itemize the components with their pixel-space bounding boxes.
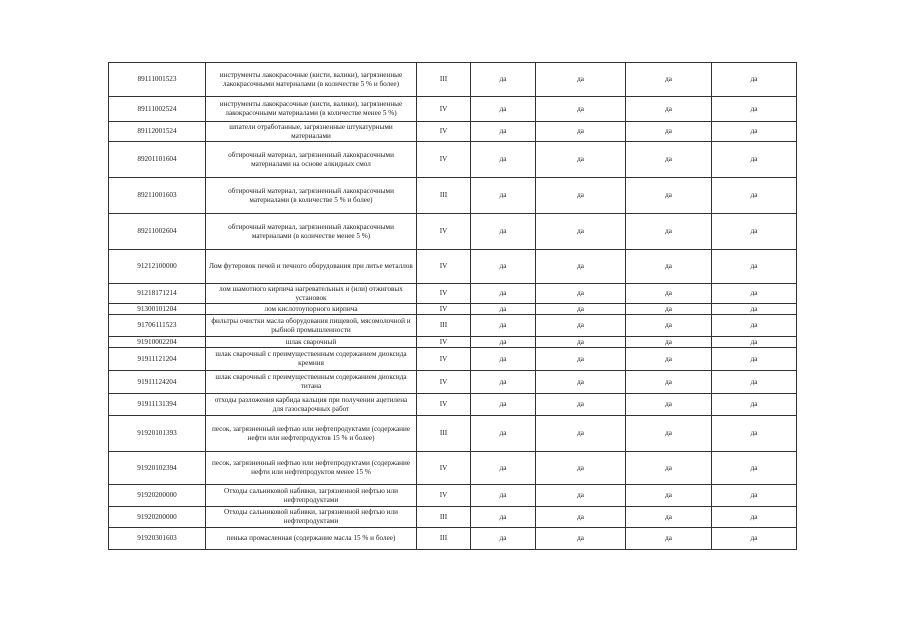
flag-cell-3: да bbox=[626, 416, 712, 452]
table-row bbox=[109, 97, 797, 122]
waste-code-cell: 91218171214 bbox=[109, 284, 206, 304]
hazard-class-cell: III bbox=[417, 178, 471, 214]
waste-code-cell: 91911124204 bbox=[109, 371, 206, 394]
flag-cell-3: да bbox=[626, 250, 712, 284]
flag-cell-1: да bbox=[471, 337, 536, 348]
flag-cell-1: да bbox=[471, 528, 536, 550]
flag-cell-1: да bbox=[471, 97, 536, 122]
hazard-class-cell: III bbox=[417, 63, 471, 97]
table-row bbox=[109, 315, 797, 337]
table-row bbox=[109, 394, 797, 416]
waste-code-cell: 89211001603 bbox=[109, 178, 206, 214]
hazard-class-cell: IV bbox=[417, 142, 471, 178]
flag-cell-4: да bbox=[712, 284, 797, 304]
flag-cell-3: да bbox=[626, 507, 712, 528]
waste-description-cell: Отходы сальниковой набивки, загрязненной нефтью или нефтепродуктами bbox=[206, 507, 417, 528]
hazard-class-cell: IV bbox=[417, 284, 471, 304]
flag-cell-4: да bbox=[712, 371, 797, 394]
flag-cell-3: да bbox=[626, 97, 712, 122]
flag-cell-1: да bbox=[471, 485, 536, 507]
hazard-class-cell: IV bbox=[417, 97, 471, 122]
flag-cell-3: да bbox=[626, 485, 712, 507]
flag-cell-1: да bbox=[471, 142, 536, 178]
table-row bbox=[109, 528, 797, 550]
flag-cell-3: да bbox=[626, 452, 712, 485]
waste-code-cell: 89112001524 bbox=[109, 122, 206, 142]
flag-cell-1: да bbox=[471, 214, 536, 250]
hazard-class-cell: III bbox=[417, 507, 471, 528]
flag-cell-2: да bbox=[536, 315, 626, 337]
flag-cell-4: да bbox=[712, 142, 797, 178]
table-row bbox=[109, 122, 797, 142]
flag-cell-2: да bbox=[536, 284, 626, 304]
waste-description-cell: шлак сварочный с преимущественным содержанием диоксида титана bbox=[206, 371, 417, 394]
flag-cell-3: да bbox=[626, 142, 712, 178]
waste-description-cell: инструменты лакокрасочные (кисти, валики), загрязненные лакокрасочными материалами (в количестве менее 5 %) bbox=[206, 97, 417, 122]
waste-code-cell: 91706111523 bbox=[109, 315, 206, 337]
table-row bbox=[109, 337, 797, 348]
flag-cell-3: да bbox=[626, 214, 712, 250]
waste-code-cell: 91911131394 bbox=[109, 394, 206, 416]
waste-code-cell: 89111002524 bbox=[109, 97, 206, 122]
flag-cell-4: да bbox=[712, 507, 797, 528]
hazard-class-cell: III bbox=[417, 315, 471, 337]
flag-cell-3: да bbox=[626, 348, 712, 371]
flag-cell-4: да bbox=[712, 315, 797, 337]
flag-cell-4: да bbox=[712, 337, 797, 348]
hazard-class-cell: III bbox=[417, 416, 471, 452]
waste-code-cell: 91920301603 bbox=[109, 528, 206, 550]
waste-table bbox=[108, 62, 797, 550]
flag-cell-2: да bbox=[536, 142, 626, 178]
waste-code-cell: 89111001523 bbox=[109, 63, 206, 97]
flag-cell-2: да bbox=[536, 452, 626, 485]
flag-cell-1: да bbox=[471, 284, 536, 304]
waste-description-cell: инструменты лакокрасочные (кисти, валики), загрязненные лакокрасочными материалами (в количестве 5 % и более) bbox=[206, 63, 417, 97]
hazard-class-cell: IV bbox=[417, 348, 471, 371]
flag-cell-4: да bbox=[712, 394, 797, 416]
flag-cell-4: да bbox=[712, 416, 797, 452]
table-row bbox=[109, 348, 797, 371]
waste-description-cell: шлак сварочный с преимущественным содержанием диоксида кремния bbox=[206, 348, 417, 371]
waste-description-cell: фильтры очистки масла оборудования пищевой, мясомолочной и рыбной промышленности bbox=[206, 315, 417, 337]
hazard-class-cell: III bbox=[417, 528, 471, 550]
flag-cell-3: да bbox=[626, 122, 712, 142]
flag-cell-4: да bbox=[712, 97, 797, 122]
table-row bbox=[109, 250, 797, 284]
flag-cell-2: да bbox=[536, 416, 626, 452]
flag-cell-4: да bbox=[712, 304, 797, 315]
table-body bbox=[109, 63, 797, 550]
flag-cell-1: да bbox=[471, 315, 536, 337]
table-row bbox=[109, 304, 797, 315]
flag-cell-3: да bbox=[626, 528, 712, 550]
flag-cell-4: да bbox=[712, 214, 797, 250]
flag-cell-3: да bbox=[626, 315, 712, 337]
waste-description-cell: отходы разложения карбида кальция при получении ацетилена для газосварочных работ bbox=[206, 394, 417, 416]
waste-description-cell: песок, загрязненный нефтью или нефтепродуктами (содержание нефти или нефтепродуктов менее 15 % bbox=[206, 452, 417, 485]
flag-cell-1: да bbox=[471, 416, 536, 452]
waste-code-cell: 91920200000 bbox=[109, 485, 206, 507]
waste-description-cell: Отходы сальниковой набивки, загрязненной нефтью или нефтепродуктами bbox=[206, 485, 417, 507]
flag-cell-2: да bbox=[536, 214, 626, 250]
flag-cell-2: да bbox=[536, 528, 626, 550]
flag-cell-1: да bbox=[471, 250, 536, 284]
table-row bbox=[109, 284, 797, 304]
flag-cell-4: да bbox=[712, 485, 797, 507]
flag-cell-1: да bbox=[471, 348, 536, 371]
flag-cell-1: да bbox=[471, 304, 536, 315]
flag-cell-3: да bbox=[626, 394, 712, 416]
waste-description-cell: обтирочный материал, загрязненный лакокрасочными материалами (в количестве менее 5 %) bbox=[206, 214, 417, 250]
flag-cell-2: да bbox=[536, 394, 626, 416]
flag-cell-2: да bbox=[536, 122, 626, 142]
waste-code-cell: 89201101604 bbox=[109, 142, 206, 178]
flag-cell-2: да bbox=[536, 348, 626, 371]
hazard-class-cell: IV bbox=[417, 214, 471, 250]
table-row bbox=[109, 178, 797, 214]
waste-description-cell: Лом футеровок печей и печного оборудования при литье металлов bbox=[206, 250, 417, 284]
flag-cell-2: да bbox=[536, 507, 626, 528]
flag-cell-2: да bbox=[536, 97, 626, 122]
flag-cell-2: да bbox=[536, 63, 626, 97]
flag-cell-3: да bbox=[626, 337, 712, 348]
waste-description-cell: обтирочный материал, загрязненный лакокрасочными материалами на основе алкидных смол bbox=[206, 142, 417, 178]
flag-cell-3: да bbox=[626, 178, 712, 214]
flag-cell-3: да bbox=[626, 284, 712, 304]
waste-description-cell: лом кислотоупорного кирпича bbox=[206, 304, 417, 315]
flag-cell-4: да bbox=[712, 452, 797, 485]
flag-cell-1: да bbox=[471, 122, 536, 142]
flag-cell-4: да bbox=[712, 63, 797, 97]
flag-cell-2: да bbox=[536, 304, 626, 315]
table-row bbox=[109, 371, 797, 394]
flag-cell-1: да bbox=[471, 507, 536, 528]
hazard-class-cell: IV bbox=[417, 485, 471, 507]
waste-description-cell: пенька промасленная (содержание масла 15 % и более) bbox=[206, 528, 417, 550]
flag-cell-2: да bbox=[536, 371, 626, 394]
waste-code-cell: 91920102394 bbox=[109, 452, 206, 485]
waste-code-cell: 91920101393 bbox=[109, 416, 206, 452]
table-row bbox=[109, 507, 797, 528]
waste-code-cell: 89211002604 bbox=[109, 214, 206, 250]
waste-code-cell: 91911121204 bbox=[109, 348, 206, 371]
waste-code-cell: 91212100000 bbox=[109, 250, 206, 284]
flag-cell-1: да bbox=[471, 371, 536, 394]
waste-description-cell: шлак сварочный bbox=[206, 337, 417, 348]
flag-cell-1: да bbox=[471, 394, 536, 416]
hazard-class-cell: IV bbox=[417, 452, 471, 485]
flag-cell-3: да bbox=[626, 304, 712, 315]
flag-cell-2: да bbox=[536, 178, 626, 214]
hazard-class-cell: IV bbox=[417, 250, 471, 284]
waste-code-cell: 91300101204 bbox=[109, 304, 206, 315]
table-row bbox=[109, 63, 797, 97]
hazard-class-cell: IV bbox=[417, 394, 471, 416]
table-row bbox=[109, 485, 797, 507]
waste-code-cell: 91920200000 bbox=[109, 507, 206, 528]
flag-cell-1: да bbox=[471, 452, 536, 485]
waste-description-cell: лом шамотного кирпича нагревательных и (или) отжиговых установок bbox=[206, 284, 417, 304]
flag-cell-2: да bbox=[536, 337, 626, 348]
hazard-class-cell: IV bbox=[417, 371, 471, 394]
flag-cell-4: да bbox=[712, 122, 797, 142]
flag-cell-1: да bbox=[471, 63, 536, 97]
flag-cell-4: да bbox=[712, 348, 797, 371]
table-row bbox=[109, 452, 797, 485]
table-row bbox=[109, 416, 797, 452]
waste-description-cell: песок, загрязненный нефтью или нефтепродуктами (содержание нефти или нефтепродуктов 15 % и более) bbox=[206, 416, 417, 452]
flag-cell-4: да bbox=[712, 250, 797, 284]
waste-description-cell: обтирочный материал, загрязненный лакокрасочными материалами (в количестве 5 % и более) bbox=[206, 178, 417, 214]
hazard-class-cell: IV bbox=[417, 337, 471, 348]
hazard-class-cell: IV bbox=[417, 122, 471, 142]
table-row bbox=[109, 214, 797, 250]
flag-cell-3: да bbox=[626, 371, 712, 394]
flag-cell-1: да bbox=[471, 178, 536, 214]
table-row bbox=[109, 142, 797, 178]
flag-cell-2: да bbox=[536, 250, 626, 284]
flag-cell-4: да bbox=[712, 528, 797, 550]
waste-description-cell: шпатели отработанные, загрязненные штукатурными материалами bbox=[206, 122, 417, 142]
flag-cell-3: да bbox=[626, 63, 712, 97]
hazard-class-cell: IV bbox=[417, 304, 471, 315]
flag-cell-2: да bbox=[536, 485, 626, 507]
flag-cell-4: да bbox=[712, 178, 797, 214]
waste-code-cell: 91910002204 bbox=[109, 337, 206, 348]
